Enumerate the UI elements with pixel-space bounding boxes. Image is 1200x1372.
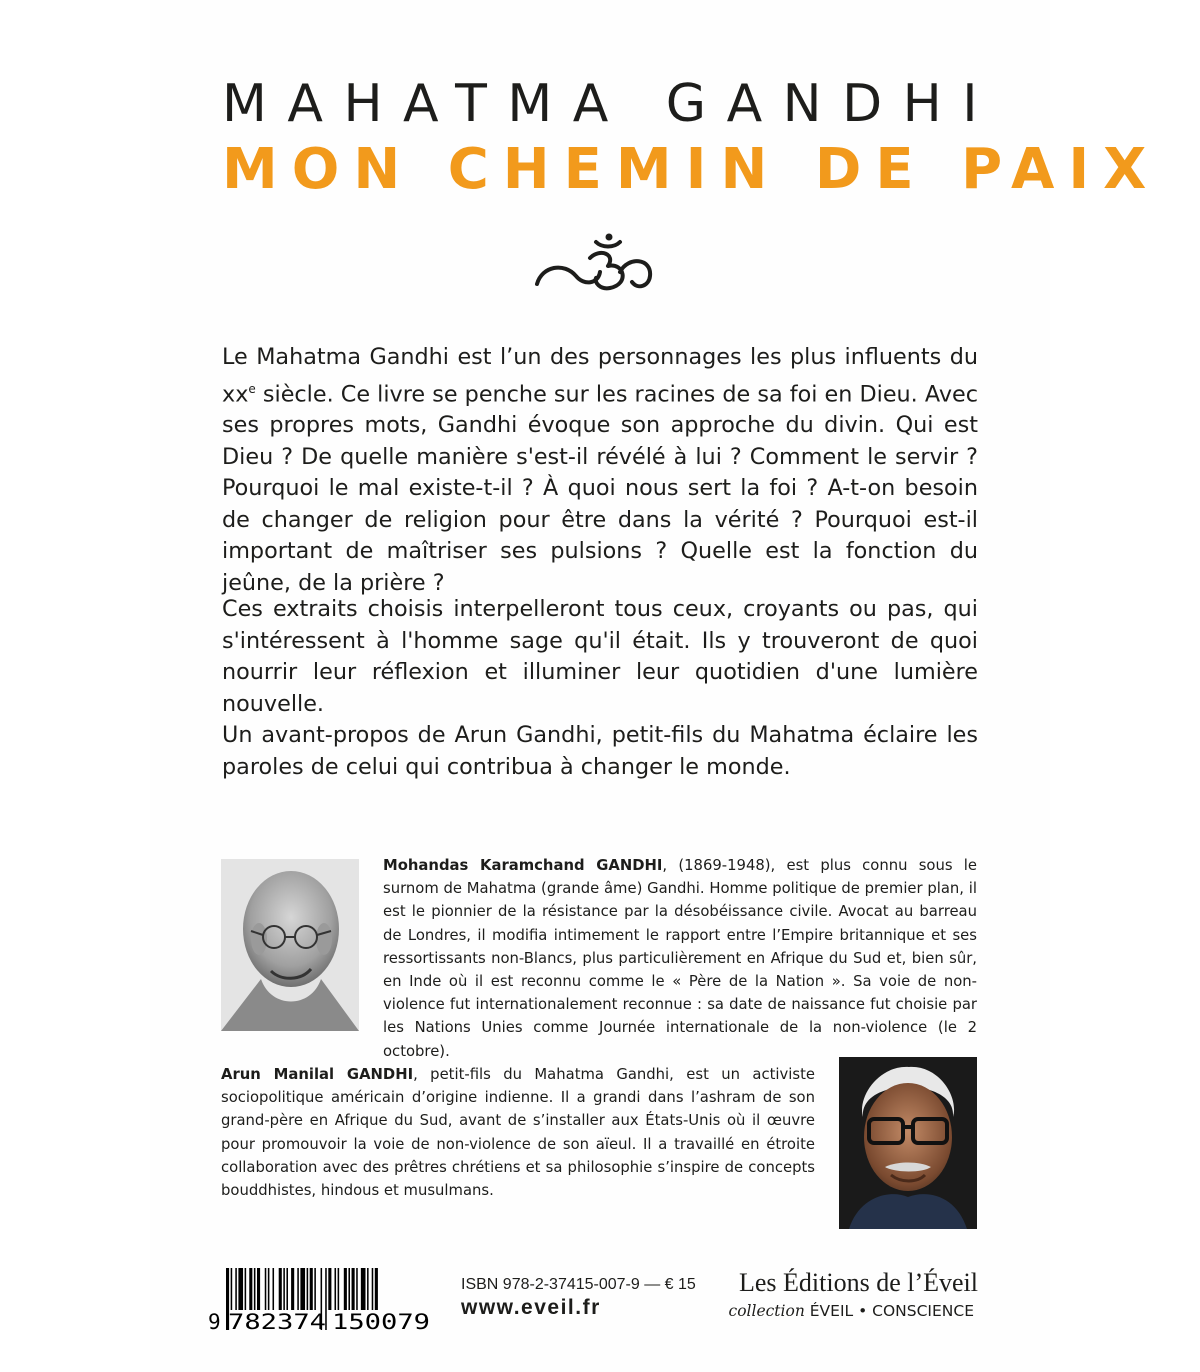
barcode-bar [273,1268,275,1310]
barcode-bar [249,1268,252,1310]
barcode-bar [286,1268,288,1310]
arun-bio-text: , petit-fils du Mahatma Gandhi, est un activiste sociopolitique américain d’origine indienne. Il a grandi dans l’ashram de son grand-père en Afrique du Sud, avant de s’installer aux États-Unis où il œuvre pour promouvoir la voie de non-violence de son aïeul. Il a travaillé en étroite collaboration avec des prêtres chrétiens et sa philosophie s’inspire de concepts bouddhistes, hindous et musulmans. [221,1066,815,1200]
blurb-paragraph-2: Ces extraits choisis interpelleront tous ceux, croyants ou pas, qui s'intéressent à l'homme sage qu'il était. Ils y trouveront de quoi nourrir leur réflexion et illuminer leur quotidien d'une lumière nouvelle. [222,596,978,717]
barcode-bar [338,1268,340,1310]
barcode-group-1: 782374 [228,1310,326,1332]
barcode-bar [300,1268,305,1310]
om-dot [606,234,613,241]
barcode-bar [375,1268,378,1310]
author-heading: MAHATMA GANDHI [222,74,999,134]
barcode-bar [268,1268,270,1310]
mahatma-gandhi-photo [221,859,359,1031]
barcode-bar [348,1268,350,1310]
barcode-bar [231,1268,233,1310]
barcode-bar [235,1268,237,1310]
blurb-paragraph-3: Un avant-propos de Arun Gandhi, petit-fils du Mahatma éclaire les paroles de celui qui contribua à changer le monde. [222,722,978,780]
barcode-bar [291,1268,294,1310]
barcode-bar [307,1268,309,1310]
arun-gandhi-photo [839,1057,977,1229]
barcode-bar [372,1268,374,1310]
blurb-paragraph-1 [222,342,978,599]
blurb-p1-start: Le Mahatma Gandhi est l’un des personnages les plus influents du xx [222,344,978,407]
collection-word: collection [728,1302,805,1320]
arun-bio [221,1063,815,1202]
om-symbol-icon [534,232,656,298]
barcode-group-2: 150079 [332,1310,430,1332]
barcode-bar [254,1268,256,1310]
century-superscript: e [248,381,256,396]
barcode-bar [356,1268,358,1310]
isbn-barcode [206,1268,438,1332]
barcode-bar [245,1268,247,1310]
barcode-bar [279,1268,282,1310]
barcode-bar [335,1268,337,1310]
publisher-name: Les Éditions de l’Éveil [738,1268,978,1297]
mahatma-bio [383,854,977,1063]
barcode-bar [310,1268,313,1310]
barcode-bar [344,1268,347,1310]
barcode-bar [352,1268,355,1310]
collection-line [700,1302,974,1320]
barcode-bar [238,1268,243,1310]
blurb-p1-rest: siècle. Ce livre se penche sur les racines de sa foi en Dieu. Avec ses propres mots, Gandhi évoque son approche du divin. Qui est Dieu ? De quelle manière s'est-il révélé à lui ? Comment le servir ? Pourquoi le mal existe-t-il ? À quoi nous sert la foi ? A-t-on besoin de changer de religion pour être dans la vérité ? Pourquoi est-il important de maîtriser ses pulsions ? Quelle est la fonction du jeûne, de la prière ? [222,380,978,596]
barcode-first-digit: 9 [208,1310,221,1332]
barcode-bar [361,1268,366,1310]
isbn-price: ISBN 978-2-37415-007-9 — € 15 [461,1276,696,1293]
barcode-bar [314,1268,316,1310]
barcode-bar [367,1268,369,1310]
barcode-bar [328,1268,331,1310]
barcode-bar [283,1268,285,1310]
collection-name: ÉVEIL • CONSCIENCE [809,1302,974,1320]
barcode-bar [297,1268,299,1310]
barcode-bar [265,1268,267,1310]
arun-name: Arun Manilal GANDHI [221,1066,414,1083]
mahatma-bio-text: , (1869-1948), est plus connu sous le surnom de Mahatma (grande âme) Gandhi. Homme politique de premier plan, il est le pionnier de la résistance par la désobéissance civile. Avocat au barreau de Londres, il modifia intimement le rapport entre l’Empire britannique et ses ressortissants non-Blancs, plus particulièrement en Afrique du Sud et, bien sûr, en Inde où il est reconnu comme le « Père de la Nation ». Sa voie de non-violence fut internationalement reconnue : sa date de naissance fut choisie par les Nations Unies comme Journée internationale de la non-violence (le 2 octobre). [383,857,977,1060]
barcode-bar [257,1268,260,1310]
book-title: MON CHEMIN DE PAIX [222,137,1161,202]
mahatma-name: Mohandas Karamchand GANDHI [383,857,663,874]
website-link[interactable]: www.eveil.fr [461,1296,601,1319]
